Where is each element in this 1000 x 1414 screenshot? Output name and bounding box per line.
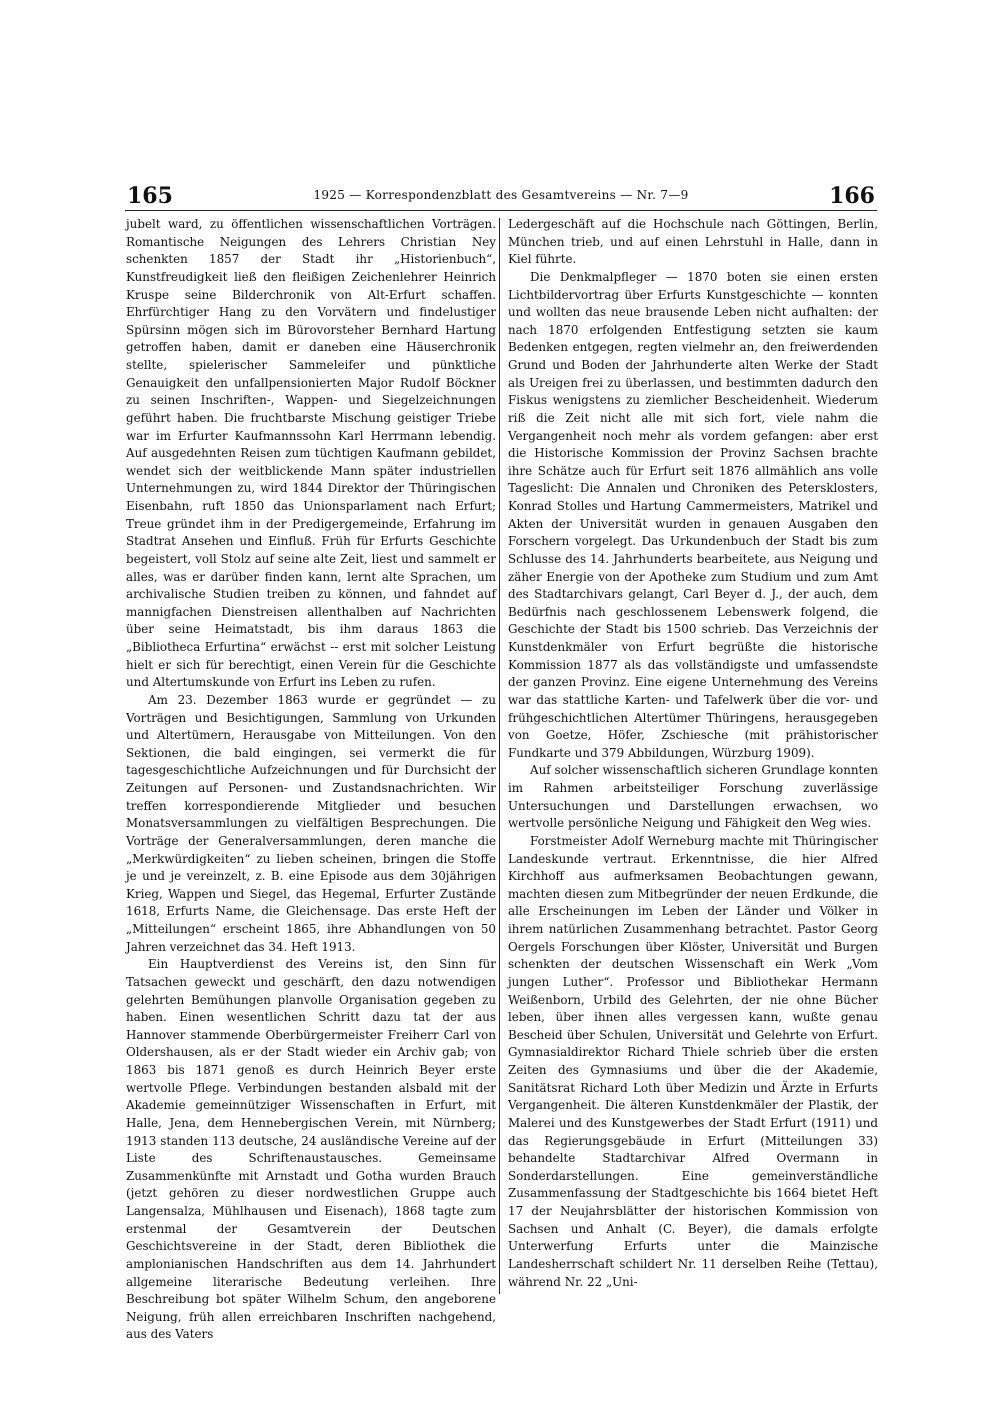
- paragraph: Am 23. Dezember 1863 wurde er gegründet — zu Vorträgen und Besichtigungen, Sammlung von Urkunden und Altertümern, Herausgabe von Mitteilungen. Von den Sektionen, die bald eingingen, sei vermerkt die für tagesgeschichtliche Aufzeichnungen und für Durchsicht der Zeitungen auf Personen- und Zustandsnachrichten. Wir treffen korrespondierende Mitglieder und besuchen Monatsversammlungen zu vielfältigen Besprechungen. Die Vorträge der Generalversammlungen, deren manche die „Merkwürdigkeiten“ zu lieben scheinen, bringen die Stoffe je und je vereinzelt, z. B. eine Episode aus dem 30jährigen Krieg, Wappen und Siegel, das Hegemal, Erfurter Zustände 1618, Erfurts Name, die Gleichensage. Das erste Heft der „Mitteilungen“ erscheint 1865, ihre Abhandlungen von 50 Jahren verzeichnet das 34. Heft 1913.: [126, 692, 496, 954]
- paragraph: jubelt ward, zu öffentlichen wissenschaftlichen Vorträgen. Romantische Neigungen des Lehrers Christian Ney schenkten 1857 der Stadt ihr „Historienbuch“, Kunstfreudigkeit ließ den fleißigen Zeichenlehrer Heinrich Kruspe seine Bilderchronik von Alt-Erfurt schaffen. Ehrfürchtiger Hang zu den Vorvätern und findelustiger Spürsinn mögen sich im Bürovorsteher Bernhard Hartung getroffen haben, damit er daneben eine Häuserchronik stellte, spielerischer Sammeleifer und pünktliche Genauigkeit den unfallpensionierten Major Rudolf Böckner zu seinen Inschriften-, Wappen- und Siegelzeichnungen geführt haben. Die fruchtbarste Mischung geistiger Triebe war im Erfurter Kaufmannssohn Karl Herrmann lebendig. Auf ausgedehnten Reisen zum tüchtigen Kaufmann gebildet, wendet sich der weitblickende Mann später industriellen Unternehmungen zu, wird 1844 Direktor der Thüringischen Eisenbahn, ruft 1850 das Unionsparlament nach Erfurt; Treue gründet ihm in der Predigergemeinde, Erfahrung im Stadtrat Ansehen und Einfluß. Früh für Erfurts Geschichte begeistert, voll Stolz auf seine alte Zeit, liest und sammelt er alles, was er darüber finden kann, lernt alte Sprachen, um archivalische Studien treiben zu können, und fahndet auf mannigfachen Dienstreisen allenthalben auf Nachrichten über seine Heimatstadt, bis ihm daraus 1863 die „Bibliotheca Erfurtina“ erwächst -- erst mit solcher Leistung hielt er sich für berechtigt, einen Verein für die Geschichte und Altertumskunde von Erfurt ins Leben zu rufen.: [126, 217, 496, 690]
- right-column: [508, 216, 878, 1291]
- paragraph: Ein Hauptverdienst des Vereins ist, den Sinn für Tatsachen geweckt und geschärft, den dazu notwendigen gelehrten Bemühungen planvolle Organisation gegeben zu haben. Einen wesentlichen Schritt dazu tat der aus Hannover stammende Oberbürgermeister Freiherr Carl von Oldershausen, als er der Stadt wieder ein Archiv gab; von 1863 bis 1871 genoß es durch Heinrich Beyer erste wertvolle Pflege. Verbindungen bestanden alsbald mit der Akademie gemeinnütziger Wissenschaften in Erfurt, mit Halle, Jena, dem Hennebergischen Verein, mit Nürnberg; 1913 standen 113 deutsche, 24 ausländische Vereine auf der Liste des Schriftenaustausches. Gemeinsame Zusammenkünfte mit Arnstadt und Gotha wurden Brauch (jetzt gehören zu dieser nordwestlichen Gruppe auch Langensalza, Mühlhausen und Eisenach), 1868 tagte zum erstenmal der Gesamtverein der Deutschen Geschichtsvereine in der Stadt, deren Bibliothek die amplonianischen Handschriften aus dem 14. Jahrhundert allgemeine literarische Bedeutung verleihen. Ihre Beschreibung bot später Wilhelm Schum, den angeborene Neigung, früh allen erreichbaren Inschriften nachgehend, aus des Vaters: [126, 957, 496, 1342]
- paragraph: Ledergeschäft auf die Hochschule nach Göttingen, Berlin, München trieb, und auf einen Lehrstuhl in Halle, dann in Kiel führte.: [508, 217, 878, 267]
- paragraph: Die Denkmalpfleger — 1870 boten sie einen ersten Lichtbildervortrag über Erfurts Kunstgeschichte — konnten und wollten das neue brausende Leben nicht aufhalten: der nach 1870 erfolgenden Entfestigung setzten sie kaum Bedenken entgegen, regten vielmehr an, den freiwerdenden Grund und Boden der Jahrhunderte alten Werke der Stadt als Ureigen frei zu überlassen, und bestimmten dadurch den Fiskus wenigstens zu ziemlicher Bescheidenheit. Wiederum riß die Zeit nicht alle mit sich fort, viele nahm die Vergangenheit noch mehr als vordem gefangen: aber erst die Historische Kommission der Provinz Sachsen brachte ihre Schätze auch für Erfurt seit 1876 allmählich ans volle Tageslicht: Die Annalen und Chroniken des Petersklosters, Konrad Stolles und Hartung Cammermeisters, Matrikel und Akten der Universität wurden in genauen Ausgaben den Forschern vorgelegt. Das Urkundenbuch der Stadt bis zum Schlusse des 14. Jahrhunderts bearbeitete, aus Neigung und zäher Energie von der Apotheke zum Studium und zum Amt des Stadtarchivars gelangt, Carl Beyer d. J., der auch, dem Bedürfnis nach geschlossenem Lebenswerk folgend, die Geschichte der Stadt bis 1500 schrieb. Das Verzeichnis der Kunstdenkmäler von Erfurt begrüßte die historische Kommission 1877 als das vollständigste und umfassendste der ganzen Provinz. Eine eigene Unternehmung des Vereins war das stattliche Karten- und Tafelwerk über die vor- und frühgeschichtlichen Altertümer Thüringens, herausgegeben von Goetze, Höfer, Zschiesche (mit prähistorischer Fundkarte und 379 Abbildungen, Würzburg 1909).: [508, 269, 878, 760]
- column-divider: [499, 218, 500, 1294]
- page-number-right: 166: [829, 183, 875, 209]
- page-number-left: 165: [127, 183, 173, 209]
- page-header: [125, 183, 877, 217]
- paragraph: Auf solcher wissenschaftlich sicheren Grundlage konnten im Rahmen arbeitsteiliger Forschung zuverlässige Untersuchungen und Darstellungen erwachsen, wo wertvolle persönliche Neigung und Fähigkeit den Weg wies.: [508, 763, 878, 831]
- running-title: 1925 — Korrespondenzblatt des Gesamtvereins — Nr. 7—9: [313, 188, 689, 202]
- paragraph: Forstmeister Adolf Werneburg machte mit Thüringischer Landeskunde vertraut. Erkenntnisse, die hier Alfred Kirchhoff aus aufmerksamen Beobachtungen gewann, machten diesen zum Mitbegründer der neuen Erdkunde, die alle Erscheinungen im Leben der Länder und Völker in ihrem natürlichen Zusammenhang betrachtet. Pastor Georg Oergels Forschungen über Klöster, Universität und Burgen schenkten der deutschen Wissenschaft ein Werk „Vom jungen Luther“. Professor und Bibliothekar Hermann Weißenborn, Urbild des Gelehrten, der nie ohne Bücher leben, über ihnen alles vergessen kann, wußte genau Bescheid über Schulen, Universität und Gelehrte von Erfurt. Gymnasialdirektor Richard Thiele schrieb über die ersten Zeiten des Gymnasiums und über die der Akademie, Sanitätsrat Richard Loth über Medizin und Ärzte in Erfurts Vergangenheit. Die älteren Kunstdenkmäler der Plastik, der Malerei und des Kunstgewerbes der Stadt Erfurt (1911) und das Regierungsgebäude in Erfurt (Mitteilungen 33) behandelte Stadtarchivar Alfred Overmann in Sonderdarstellungen. Eine gemeinverständliche Zusammenfassung der Stadtgeschichte bis 1664 bietet Heft 17 der Neujahrsblätter der historischen Kommission von Sachsen und Anhalt (C. Beyer), die damals erfolgte Unterwerfung Erfurts unter die Mainzische Landesherrschaft schildert Nr. 11 derselben Reihe (Tettau), während Nr. 22 „Uni-: [508, 833, 878, 1289]
- left-column: [126, 216, 496, 1344]
- header-rule: [125, 210, 877, 211]
